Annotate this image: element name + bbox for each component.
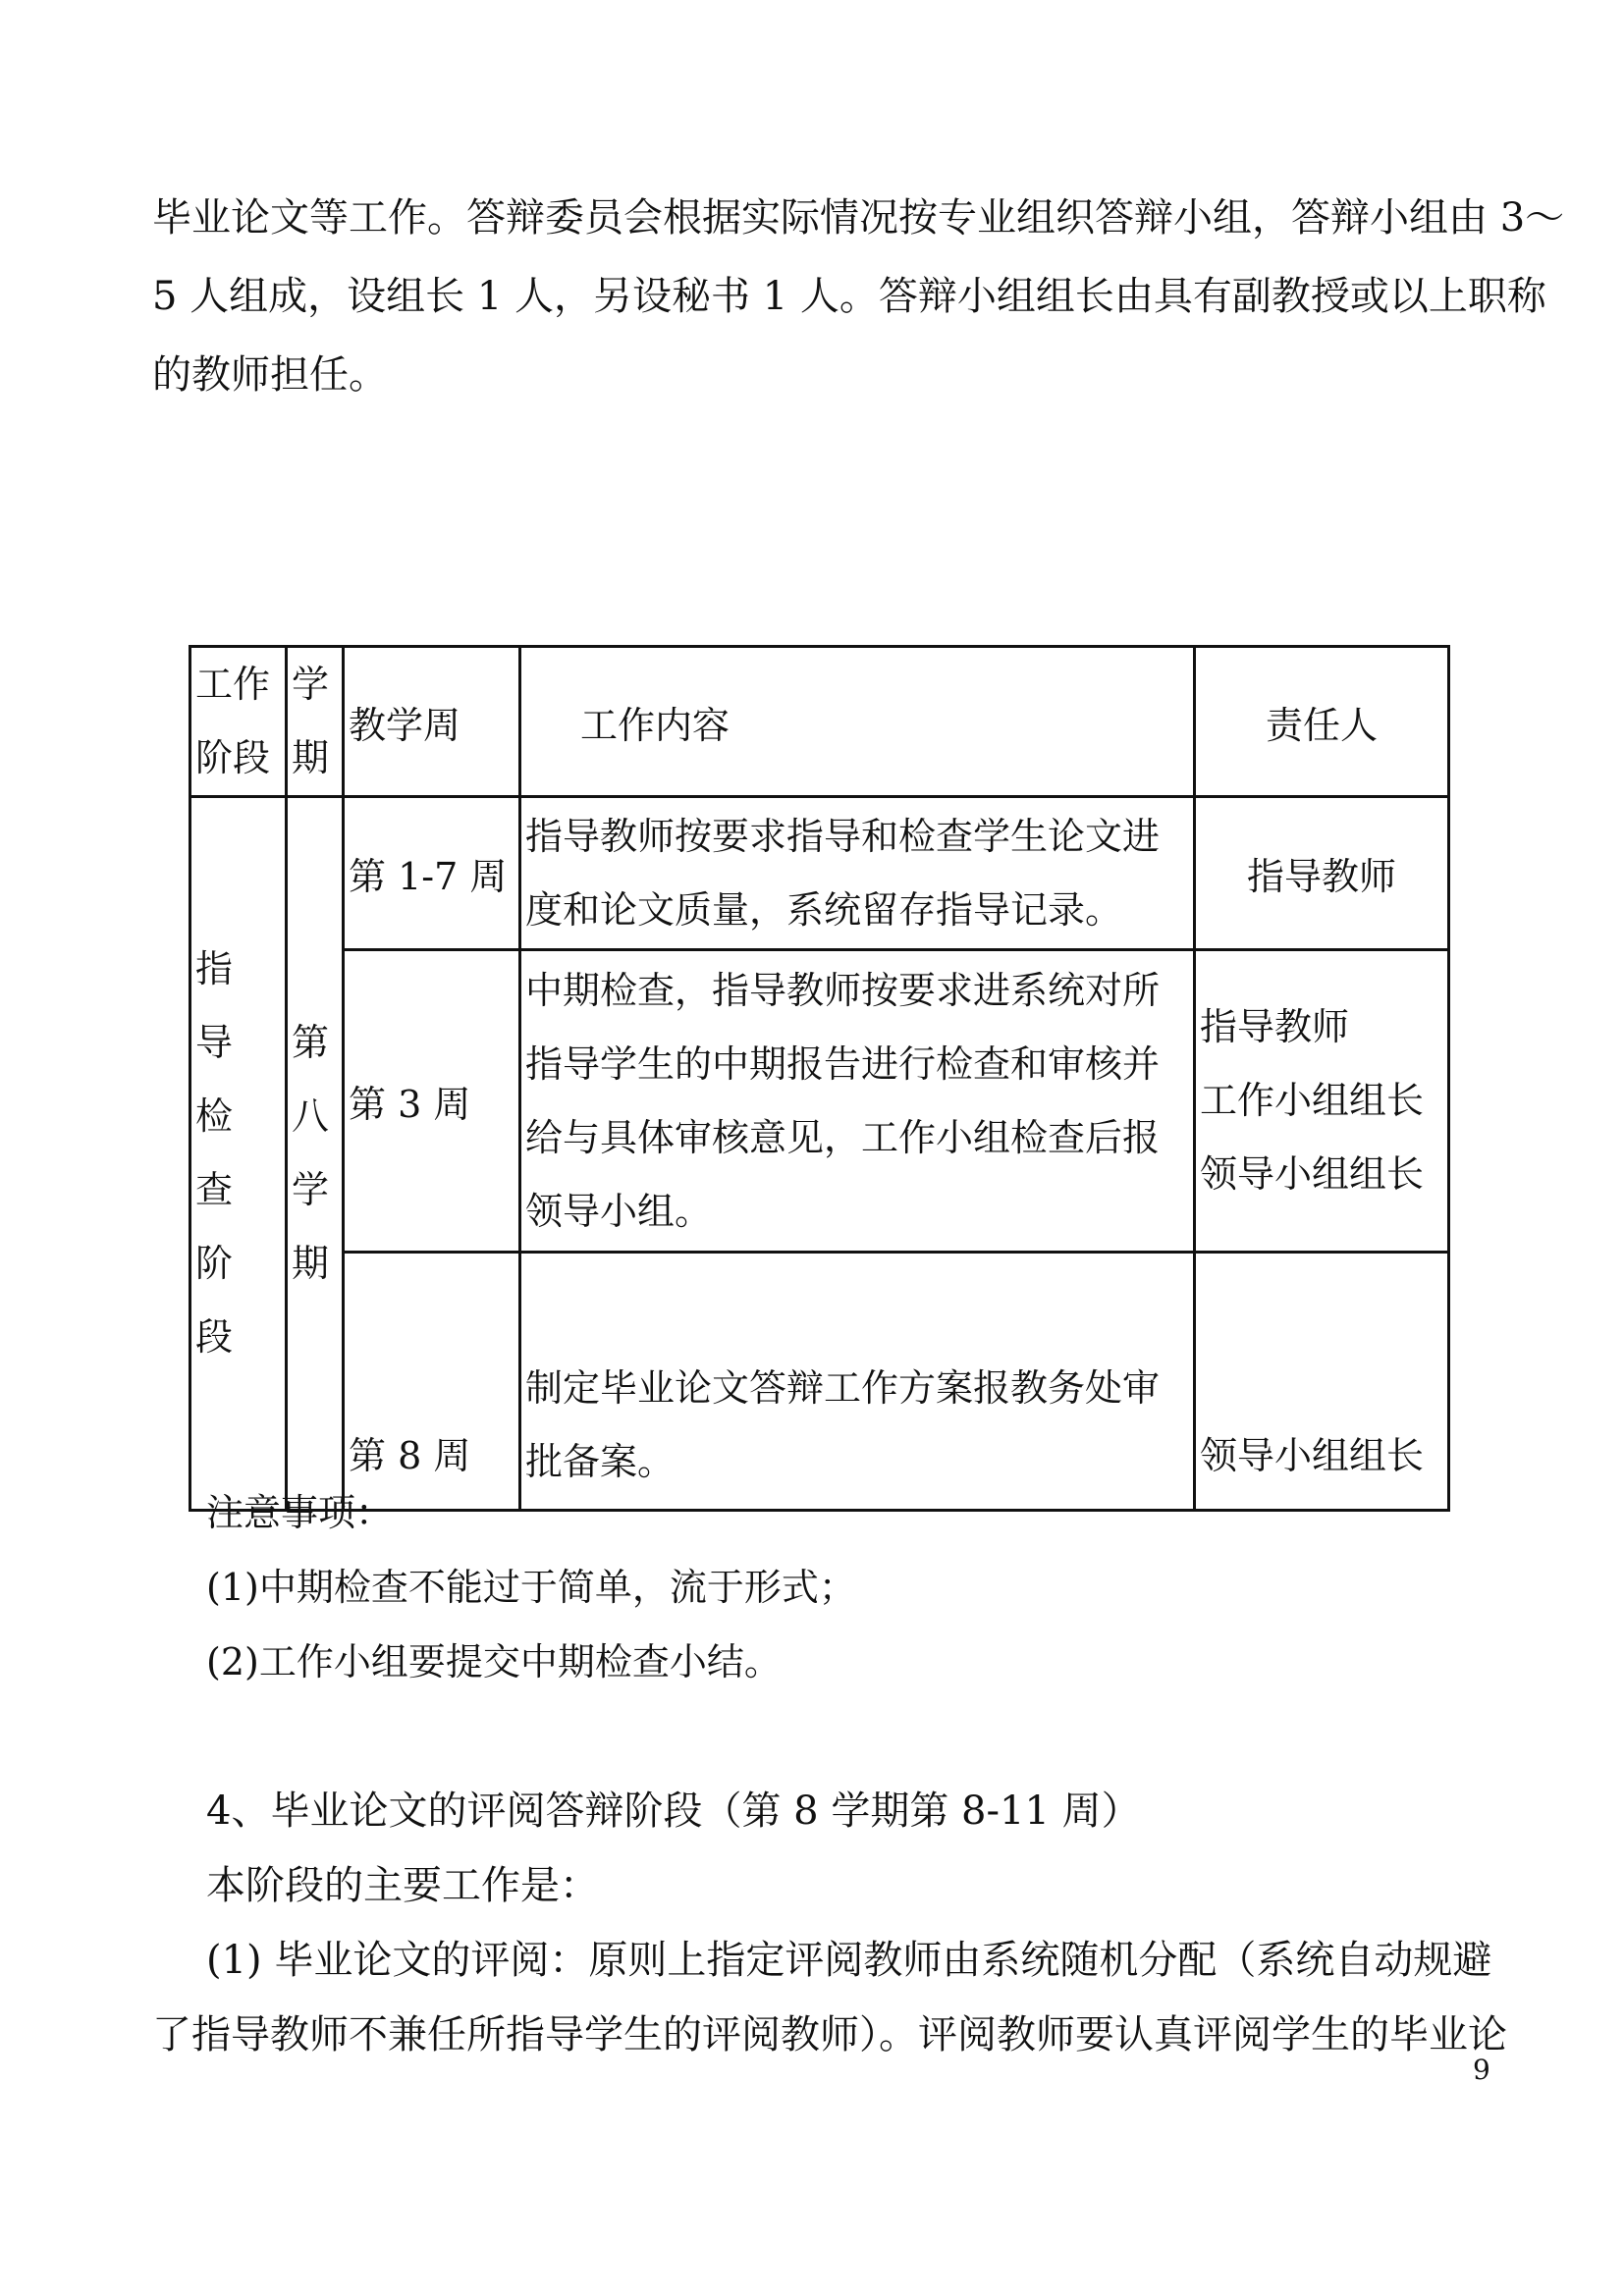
schedule-table (189, 645, 1450, 1512)
page-number: 9 (1473, 2054, 1490, 2086)
table-header-row (190, 647, 1449, 797)
table-row (190, 1253, 1449, 1511)
owner-cell: 指导教师 (1195, 797, 1449, 950)
section-intro: 本阶段的主要工作是： (206, 1863, 599, 1908)
note-item: (1)中期检查不能过于简单，流于形式； (206, 1566, 856, 1609)
content-cell: 中期检查，指导教师按要求进系统对所 指导学生的中期报告进行检查和审核并 给与具体审核意见，工作小组检查后报 领导小组。 (520, 950, 1195, 1253)
content-cell: 指导教师按要求指导和检查学生论文进 度和论文质量，系统留存指导记录。 (520, 797, 1195, 950)
owner-cell: 指导教师 工作小组组长 领导小组组长 (1195, 950, 1449, 1253)
content-cell: 制定毕业论文答辩工作方案报教务处审 批备案。 (520, 1253, 1195, 1511)
table-row (190, 797, 1449, 950)
notes-title: 注意事项： (206, 1491, 394, 1534)
owner-cell: 领导小组组长 (1195, 1253, 1449, 1511)
week-cell: 第 3 周 (344, 950, 520, 1253)
term-cell: 第 八 学 期 (287, 797, 344, 1511)
stage-cell: 指 导 检 查 阶 段 (190, 797, 287, 1511)
week-cell: 第 1-7 周 (344, 797, 520, 950)
intro-line: 毕业论文等工作。答辩委员会根据实际情况按专业组织答辩小组，答辩小组由 3～ (152, 195, 1565, 240)
table-row (190, 950, 1449, 1253)
week-cell: 第 8 周 (344, 1253, 520, 1511)
intro-line: 的教师担任。 (152, 352, 388, 398)
note-item: (2)工作小组要提交中期检查小结。 (206, 1640, 782, 1683)
header-stage: 工作 阶段 (190, 647, 287, 797)
intro-paragraph (152, 179, 1565, 414)
header-owner: 责任人 (1195, 647, 1449, 797)
section-heading: 4、毕业论文的评阅答辩阶段（第 8 学期第 8-11 周） (206, 1789, 1141, 1834)
header-content: 工作内容 (520, 647, 1195, 797)
header-term: 学 期 (287, 647, 344, 797)
header-week: 教学周 (344, 647, 520, 797)
section-4 (152, 1774, 1507, 2072)
intro-line: 5 人组成，设组长 1 人，另设秘书 1 人。答辩小组组长由具有副教授或以上职称 (152, 274, 1546, 319)
section-item-line: (1) 毕业论文的评阅：原则上指定评阅教师由系统随机分配（系统自动规避 (206, 1938, 1492, 1983)
section-item-line: 了指导教师不兼任所指导学生的评阅教师）。评阅教师要认真评阅学生的毕业论 (152, 2012, 1507, 2057)
notes-block (206, 1475, 856, 1699)
